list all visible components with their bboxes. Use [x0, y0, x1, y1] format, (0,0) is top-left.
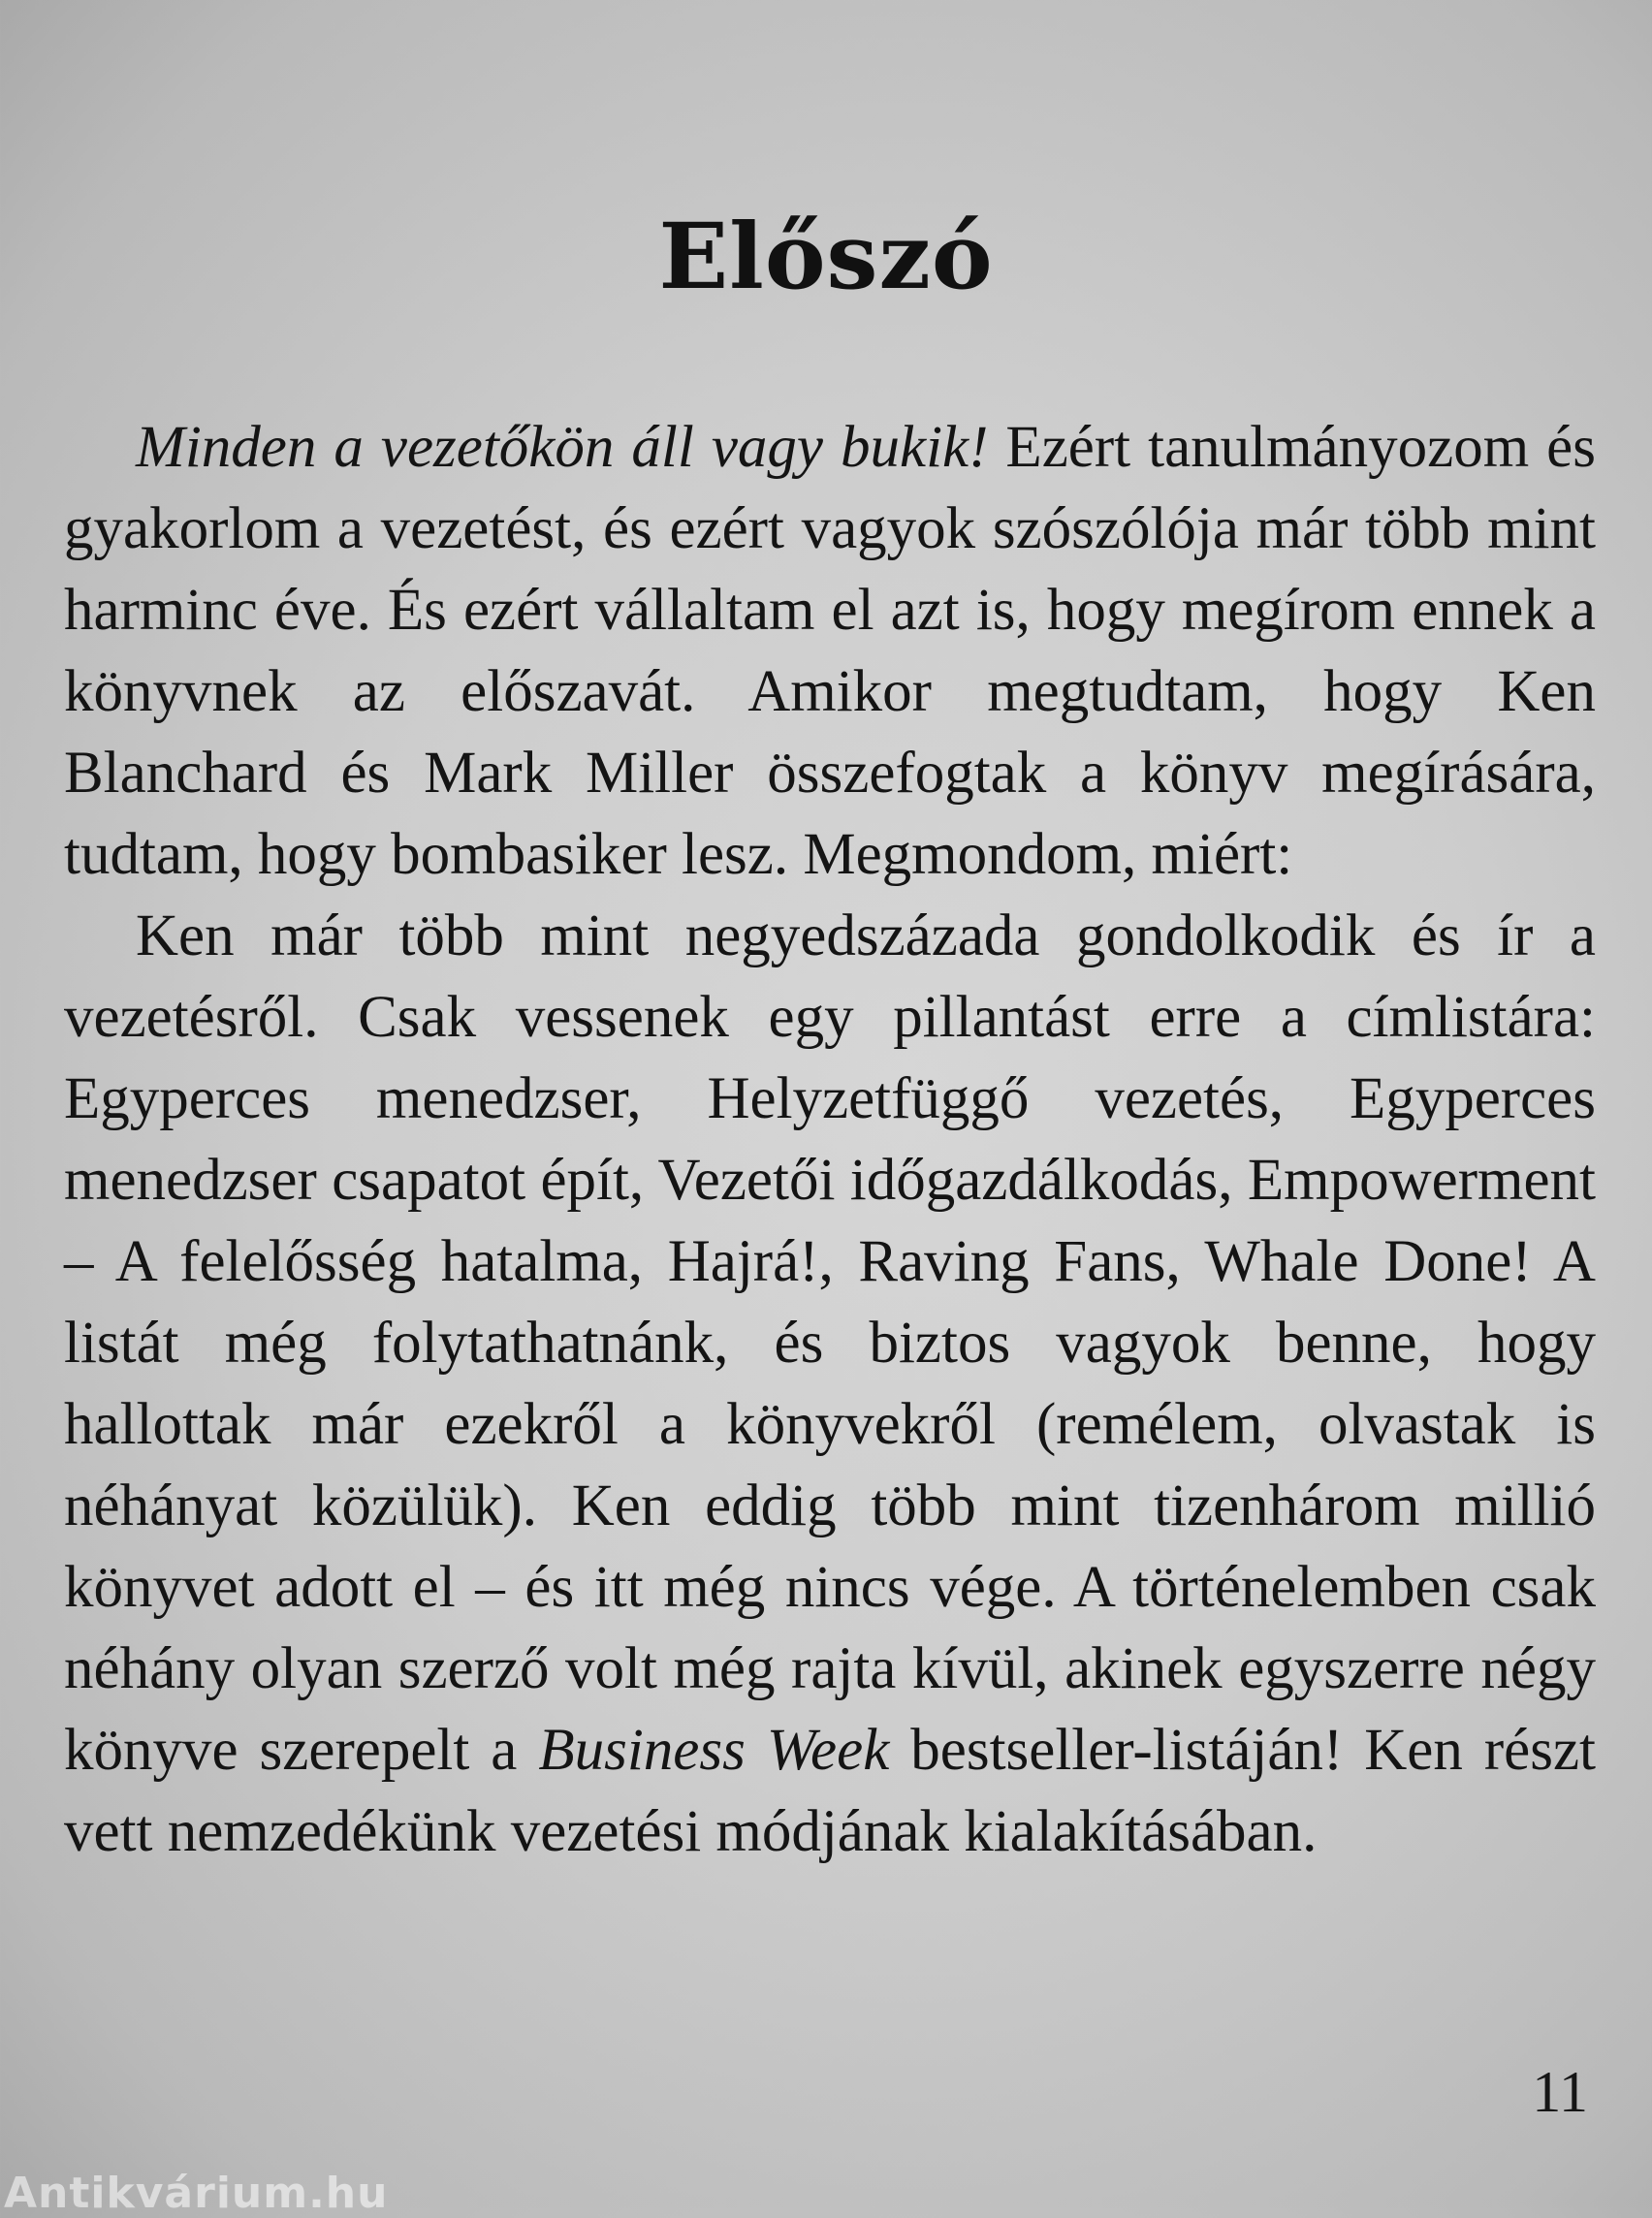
italic-publication-name: Business Week	[538, 1718, 890, 1783]
paragraph-2	[64, 896, 1596, 1873]
paragraph-1-text: Ezért tanulmányozom és gyakorlom a vezetést, és ezért vagyok szószólója már több mint harminc éve. És ezért vállaltam el azt is, hogy megírom ennek a könyvnek az előszavát. Amikor megtudtam, hogy Ken Blanchard és Mark Miller összefogtak a könyv megírására, tudtam, hogy bombasiker lesz. Megmondom, miért:	[64, 415, 1596, 887]
paragraph-2-text-a: Ken már több mint negyedszázada gondolkodik és ír a vezetésről. Csak vessenek egy pillantást erre a címlistára: Egyperces menedzser, Helyzetfüggő vezetés, Egyperces menedzser csapatot épít, Vezetői időgazdálkodás, Empowerment – A felelősség hatalma, Hajrá!, Raving Fans, Whale Done! A listát még folytathatnánk, és biztos vagyok benne, hogy hallottak már ezekről a könyvekről (remélem, olvastak is néhányat közülük). Ken eddig több mint tizenhárom millió könyvet adott el – és itt még nincs vége. A történelemben csak néhány olyan szerző volt még rajta kívül, akinek egyszerre négy könyve szerepelt a	[64, 903, 1596, 1783]
chapter-title: Előszó	[658, 204, 994, 310]
paragraph-2-text-b: bestseller-listáján! Ken részt vett nemzedékünk vezetési módjának kialakításában.	[64, 1718, 1596, 1864]
watermark: Antikvárium.hu	[4, 2169, 389, 2218]
italic-opening-sentence: Minden a vezetőkön áll vagy bukik!	[136, 415, 989, 480]
paragraph-1	[64, 407, 1596, 896]
page-number: 11	[1532, 2060, 1588, 2124]
body-text	[64, 407, 1596, 1873]
